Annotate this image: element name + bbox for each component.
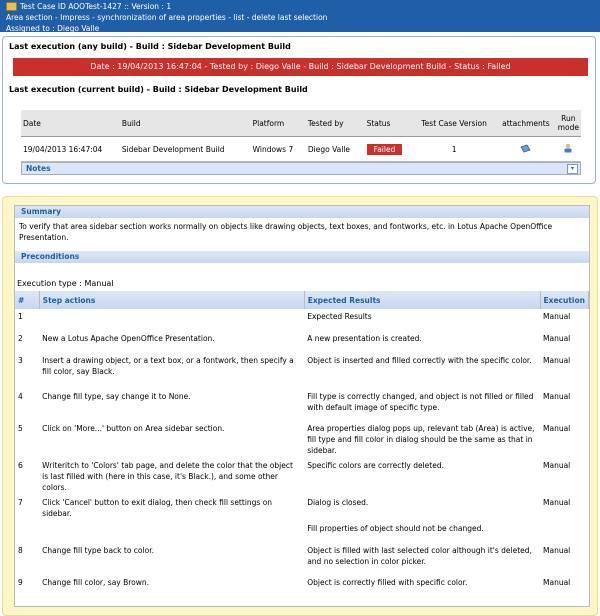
step-expected: Fill properties of object should not be changed. xyxy=(307,524,484,533)
test-case-icon xyxy=(6,2,17,11)
step-row xyxy=(15,575,589,597)
step-row xyxy=(15,543,589,575)
step-row xyxy=(15,458,589,495)
step-action: Change fill color, say Brown. xyxy=(42,578,150,587)
steps-col-execution: Execution xyxy=(540,291,589,309)
step-number: 2 xyxy=(18,334,23,343)
expand-notes-icon[interactable]: ▾ xyxy=(567,164,578,174)
test-case-title: Test Case ID AOOTest-1427 :: Version : 1 xyxy=(20,2,172,11)
step-expected: Fill type is correctly changed, and object is not filled or filled with default image of specific type. xyxy=(307,392,534,412)
step-action: Change fill type, say change it to None. xyxy=(42,392,191,401)
step-row xyxy=(15,495,589,521)
col-attachments: attachments xyxy=(496,110,556,137)
attachment-icon[interactable] xyxy=(520,144,531,153)
step-execution: Manual xyxy=(543,546,571,555)
step-expected: Expected Results xyxy=(307,312,372,321)
notes-label: Notes xyxy=(26,164,51,173)
steps-table xyxy=(15,291,589,597)
test-case-header xyxy=(0,0,600,32)
col-version: Test Case Version xyxy=(412,110,496,137)
notes-toggle[interactable] xyxy=(21,162,581,175)
step-execution: Manual xyxy=(543,312,571,321)
step-row xyxy=(15,309,589,331)
step-row xyxy=(15,389,589,421)
step-row xyxy=(15,421,589,458)
step-expected: Object is correctly filled with specific color. xyxy=(307,578,468,587)
step-expected: Object is inserted and filled correctly with the specific color. xyxy=(307,356,532,365)
step-number: 5 xyxy=(18,424,23,433)
execution-row xyxy=(21,137,581,162)
step-expected: Dialog is closed. xyxy=(307,498,369,507)
summary-header: Summary xyxy=(15,206,589,218)
status-badge: Failed xyxy=(367,144,403,155)
step-number: 9 xyxy=(18,578,23,587)
step-number: 8 xyxy=(18,546,23,555)
step-number: 4 xyxy=(18,392,23,401)
last-execution-current-label: Last execution (current build) - Build : Sidebar Development Build xyxy=(9,85,308,94)
step-expected: Object is filled with last selected color although it's deleted, and no selection in color picker. xyxy=(307,546,532,566)
summary-text: To verify that area sidebar section works normally on objects like drawing objects, text boxes, and fontworks, etc. in Lotus Apache OpenOffice Presentation. xyxy=(19,222,553,242)
step-execution: Manual xyxy=(543,356,571,365)
step-action: New a Lotus Apache OpenOffice Presentation. xyxy=(42,334,215,343)
step-action xyxy=(39,521,304,543)
assigned-to: Assigned to : Diego Valle xyxy=(6,24,100,33)
step-expected: Specific colors are correctly deleted. xyxy=(307,461,444,470)
col-status: Status xyxy=(365,110,413,137)
col-date: Date xyxy=(21,110,120,137)
step-action: Click on 'More...' button on Area sidebar section. xyxy=(42,424,225,433)
test-case-path: Area section - Impress - synchronization of area properties - list - delete last selection xyxy=(6,13,328,22)
step-execution: Manual xyxy=(543,424,571,433)
step-action: Change fill type back to color. xyxy=(42,546,154,555)
exec-build: Sidebar Development Build xyxy=(120,137,251,162)
step-execution: Manual xyxy=(543,578,571,587)
test-case-spec-panel xyxy=(14,205,590,607)
steps-col-actions: Step actions xyxy=(39,291,304,309)
step-action: Click 'Cancel' button to exit dialog, then check fill settings on sidebar. xyxy=(42,498,273,518)
exec-version: 1 xyxy=(412,137,496,162)
step-expected: Area properties dialog pops up, relevant tab (Area) is active, fill type and fill color in dialog should be the same as that in sidebar. xyxy=(307,424,535,455)
exec-platform: Windows 7 xyxy=(251,137,306,162)
step-number: 3 xyxy=(18,356,23,365)
run-mode-manual-icon xyxy=(563,143,573,153)
step-execution: Manual xyxy=(543,334,571,343)
step-number: 7 xyxy=(18,498,23,507)
step-execution: Manual xyxy=(543,498,571,507)
step-execution: Manual xyxy=(543,461,571,470)
exec-tester: Diego Valle xyxy=(306,137,365,162)
execution-table xyxy=(21,110,581,175)
last-execution-any-label: Last execution (any build) - Build : Sidebar Development Build xyxy=(9,42,291,51)
col-platform: Platform xyxy=(251,110,306,137)
step-row xyxy=(15,353,589,389)
step-action: Writeritch to 'Colors' tab page, and delete the color that the object is last filled with (here in this case, it's Black.), and some other colors. xyxy=(42,461,293,492)
last-execution-banner: Date : 19/04/2013 16:47:04 - Tested by : Diego Valle - Build : Sidebar Development Build - Status : Failed xyxy=(13,58,588,76)
col-tested-by: Tested by xyxy=(306,110,365,137)
step-execution: Manual xyxy=(543,392,571,401)
step-number: 1 xyxy=(18,312,23,321)
preconditions-header: Preconditions xyxy=(15,251,589,263)
step-expected: A new presentation is created. xyxy=(307,334,422,343)
steps-col-number: # xyxy=(15,291,39,309)
execution-summary-box xyxy=(2,36,596,184)
step-action xyxy=(39,309,304,331)
step-row xyxy=(15,521,589,543)
step-action: Insert a drawing object, or a text box, or a fontwork, then specify a fill color, say Black. xyxy=(42,356,294,376)
col-build: Build xyxy=(120,110,251,137)
col-run-mode: Run mode xyxy=(556,110,581,137)
execution-type: Execution type : Manual xyxy=(17,279,114,288)
exec-date: 19/04/2013 16:47:04 xyxy=(21,137,120,162)
steps-col-expected: Expected Results xyxy=(304,291,540,309)
step-row xyxy=(15,331,589,353)
step-number xyxy=(15,521,39,543)
step-execution xyxy=(540,521,589,543)
step-number: 6 xyxy=(18,461,23,470)
